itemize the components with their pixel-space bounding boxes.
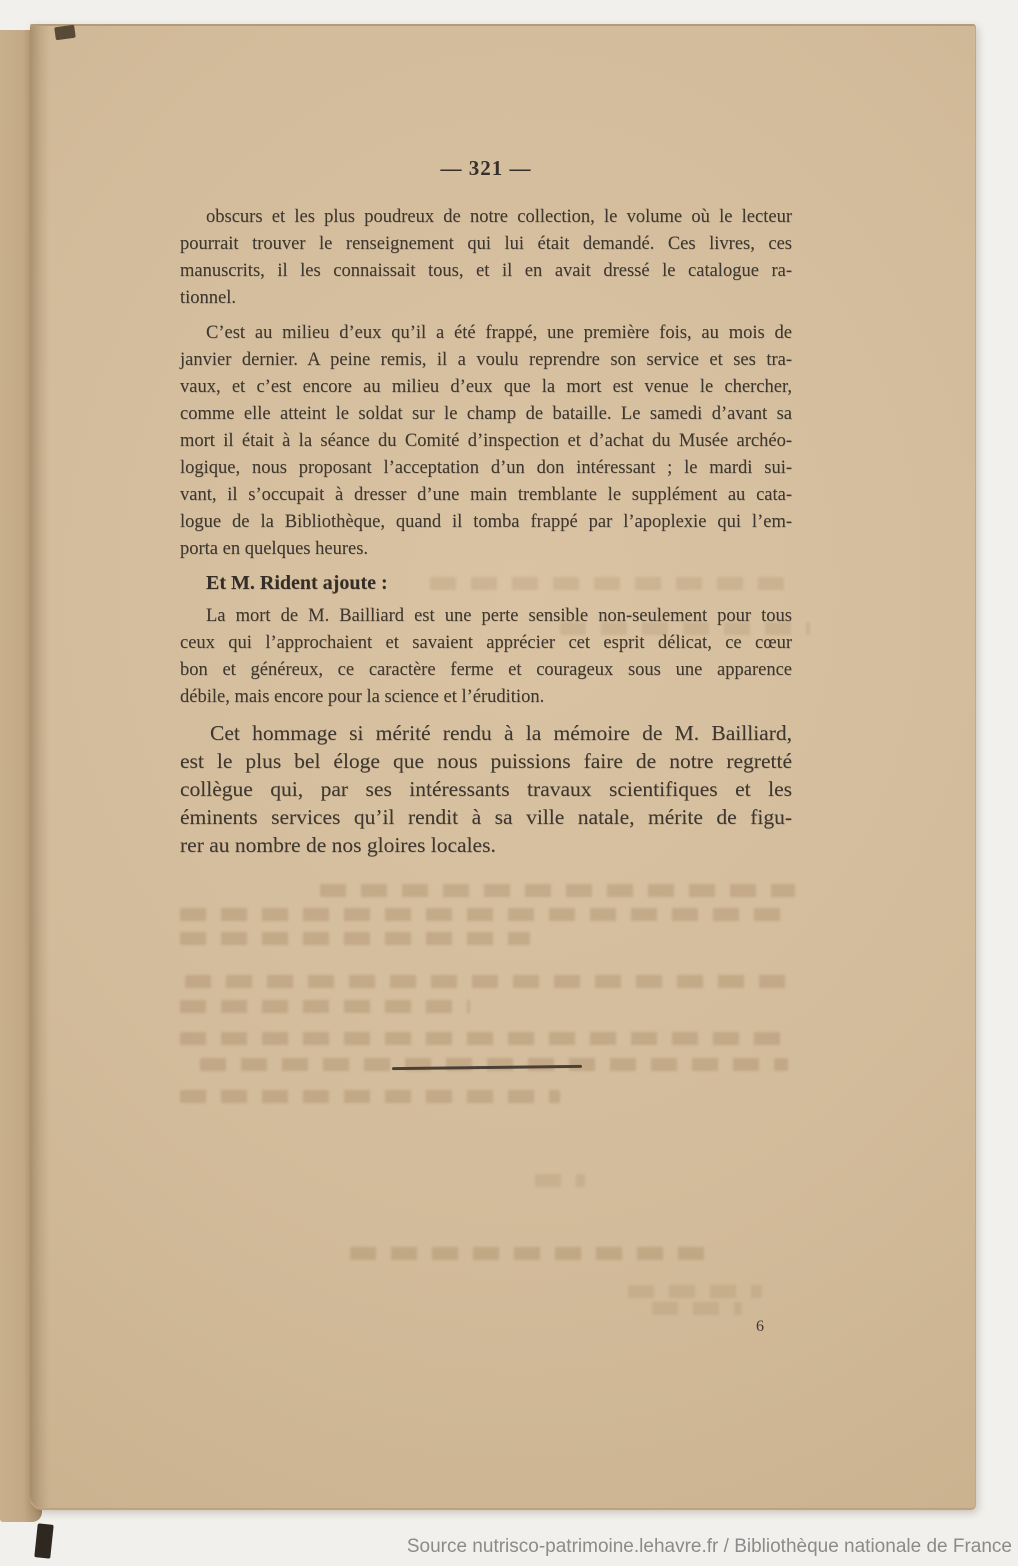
paragraph-death-account xyxy=(180,320,792,563)
source-attribution: Source nutrisco-patrimoine.lehavre.fr / Bibliothèque nationale de France xyxy=(406,1536,1012,1557)
body-line: C’est au milieu d’eux qu’il a été frappé, une première fois, au mois de xyxy=(206,323,792,343)
body-line: porta en quelques heures. xyxy=(180,539,369,559)
bleed-through-line xyxy=(200,1058,788,1071)
closing-line: collègue qui, par ses intéressants travaux scientifiques et les xyxy=(180,777,792,801)
closing-line: est le plus bel éloge que nous puissions faire de notre regretté xyxy=(180,749,792,773)
quote-line: débile, mais encore pour la science et l’érudition. xyxy=(180,687,545,707)
section-heading: Et M. Rident ajoute : xyxy=(206,572,388,594)
bleed-through-line xyxy=(430,577,790,590)
body-line: manuscrits, il les connaissait tous, et il en avait dressé le catalogue ra- xyxy=(180,261,792,281)
body-line: tionnel. xyxy=(180,288,237,308)
bleed-through-line xyxy=(180,1090,560,1103)
quoted-tribute xyxy=(180,603,792,711)
closing-line: rer au nombre de nos gloires locales. xyxy=(180,833,496,857)
body-line: pourrait trouver le renseignement qui lui était demandé. Ces livres, ces xyxy=(180,234,792,254)
body-line: vaux, et c’est encore au milieu d’eux que la mort est venue le chercher, xyxy=(180,377,792,397)
bleed-through-line xyxy=(180,1032,795,1045)
body-line: vant, il s’occupait à dresser d’une main tremblante le supplément au cata- xyxy=(180,485,792,505)
bleed-through-line xyxy=(560,622,810,635)
binding-mark xyxy=(34,1523,53,1558)
closing-line: Cet hommage si mérité rendu à la mémoire de M. Bailliard, xyxy=(210,721,792,745)
bleed-through-line xyxy=(180,1000,470,1013)
binding-crease xyxy=(30,26,50,1508)
bleed-through-line xyxy=(350,1247,715,1260)
quote-line: bon et généreux, ce caractère ferme et courageux sous une apparence xyxy=(180,660,792,680)
book-page xyxy=(30,24,976,1510)
bleed-through-line xyxy=(535,1174,585,1187)
body-line: comme elle atteint le soldat sur le champ de bataille. Le samedi d’avant sa xyxy=(180,404,792,424)
closing-paragraph xyxy=(180,719,792,859)
page-number: — 321 — xyxy=(440,156,532,180)
quote-line: ceux qui l’approchaient et savaient apprécier cet esprit délicat, ce cœur xyxy=(180,633,792,653)
body-line: janvier dernier. A peine remis, il a voulu reprendre son service et ses tra- xyxy=(180,350,792,370)
text-column xyxy=(180,204,792,859)
closing-line: éminents services qu’il rendit à sa ville natale, mérite de figu- xyxy=(180,805,792,829)
body-line: logue de la Bibliothèque, quand il tomba frappé par l’apoplexie qui l’em- xyxy=(180,512,792,532)
bleed-through-line xyxy=(185,975,795,988)
quote-line: La mort de M. Bailliard est une perte sensible non-seulement pour tous xyxy=(206,606,792,626)
bleed-through-line xyxy=(180,908,792,921)
body-line: mort il était à la séance du Comité d’inspection et d’achat du Musée archéo- xyxy=(180,431,792,451)
body-line: logique, nous proposant l’acceptation d’un don intéressant ; le mardi sui- xyxy=(180,458,792,478)
signature-mark: 6 xyxy=(756,1318,764,1335)
bleed-through-line xyxy=(320,884,795,897)
bleed-through-line xyxy=(652,1302,742,1315)
bleed-through-line xyxy=(628,1285,762,1298)
page-edge-mark xyxy=(54,25,76,41)
paragraph-catalogue xyxy=(180,204,792,312)
bleed-through-line xyxy=(180,932,530,945)
body-line: obscurs et les plus poudreux de notre collection, le volume où le lecteur xyxy=(206,207,792,227)
